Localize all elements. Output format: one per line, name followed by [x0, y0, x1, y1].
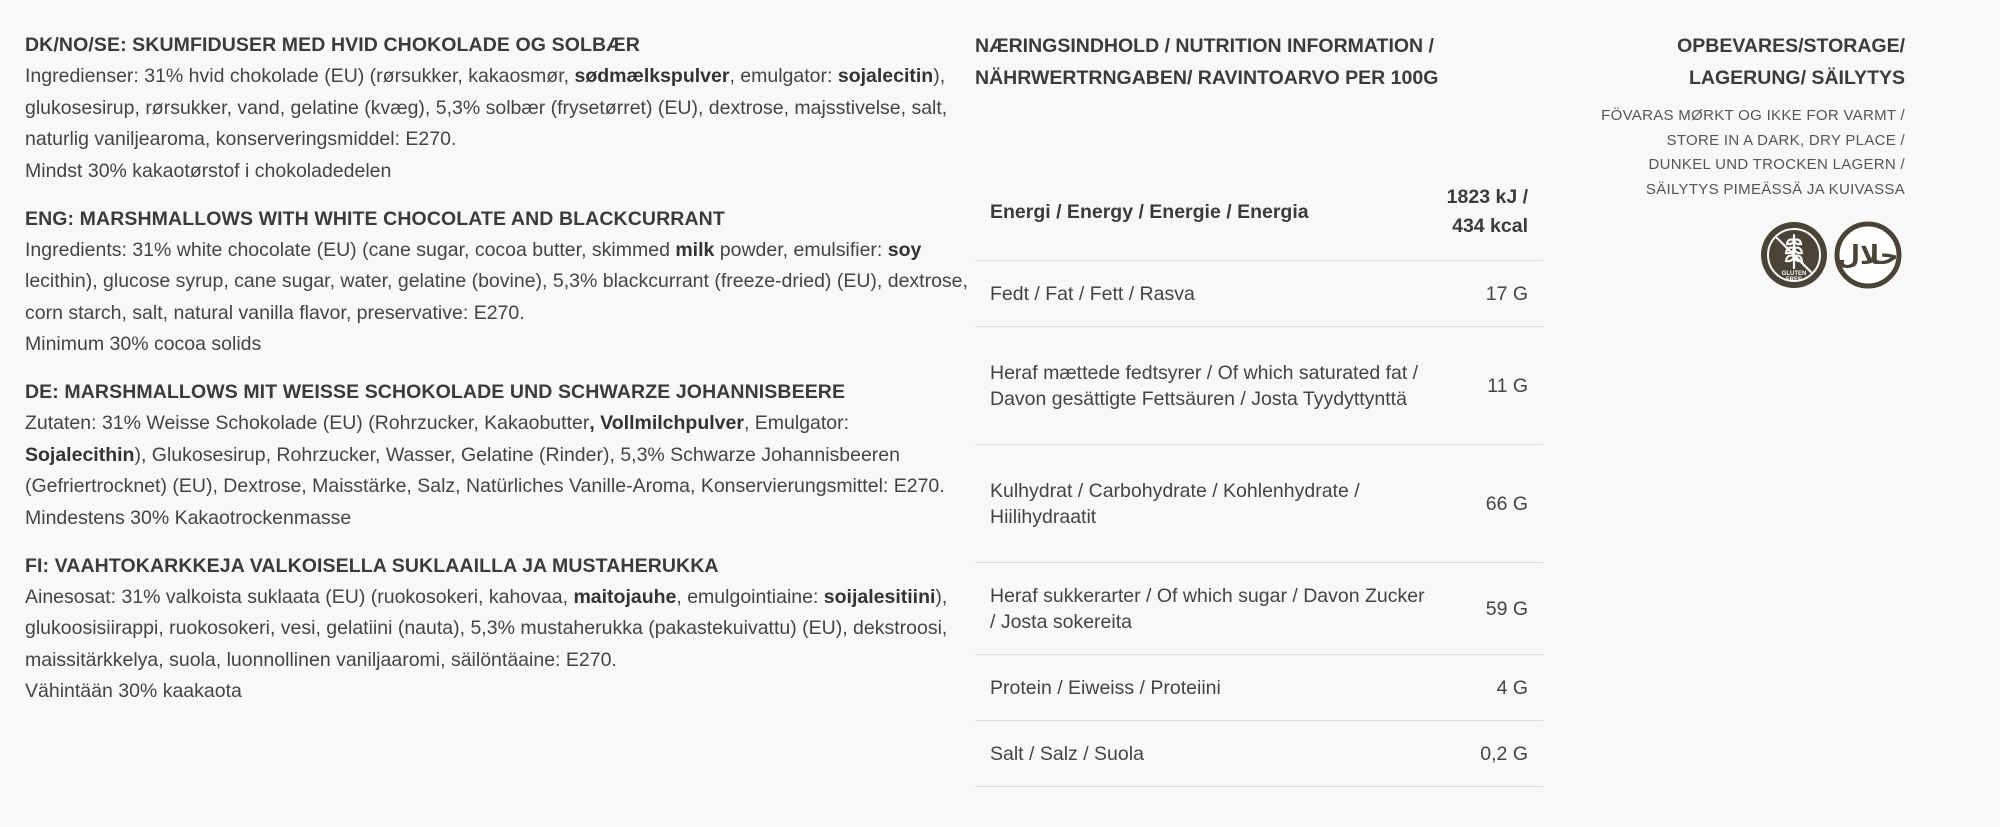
nutrient-value: 11 G	[1487, 374, 1528, 397]
nutrition-column	[975, 30, 1543, 787]
nutrient-value: 4 G	[1496, 676, 1528, 699]
ingredients-text: Ainesosat: 31% valkoista suklaata (EU) (ruokosokeri, kahovaa, maitojauhe, emulgointiaine: soijalesitiini), glukoosisiirappi, ruokosokeri, vesi, gelatiini (nauta), 5,3% mustaherukka (pakastekuivattu) (EU), dekstroosi, maissitärkkelya, suola, luonnollinen vaniljaaromi, säilöntäaine: E270.	[25, 585, 948, 671]
ingredients-text: Ingredients: 31% white chocolate (EU) (cane sugar, cocoa butter, skimmed milk powder, emulsifier: soy lecithin), glucose syrup, cane sugar, water, gelatine (bovine), 5,3% blackcurrant (freeze-dried) (EU), dextrose, corn starch, salt, natural vanilla flavor, preservative: E270.	[25, 238, 968, 324]
halal-icon	[1831, 218, 1905, 292]
allergen: sødmælkspulver	[574, 65, 730, 87]
svg-text:FREE: FREE	[1785, 277, 1803, 283]
svg-text:GLUTEN: GLUTEN	[1781, 271, 1807, 277]
nutrient-label: Protein / Eiweiss / Proteiini	[990, 676, 1221, 699]
section-de	[25, 377, 970, 533]
allergen: soijalesitiini	[823, 585, 936, 608]
table-row	[975, 563, 1543, 655]
cocoa-note: Minimum 30% cocoa solids	[25, 333, 262, 355]
cocoa-note: Mindestens 30% Kakaotrockenmasse	[25, 506, 352, 529]
allergen: milk	[675, 238, 715, 261]
section-eng	[25, 204, 970, 360]
cocoa-note: Mindst 30% kakaotørstof i chokoladedelen	[25, 159, 392, 182]
table-row	[975, 261, 1543, 327]
section-title: FI: VAAHTOKARKKEJA VALKOISELLA SUKLAAILLA JA MUSTAHERUKKA	[25, 554, 719, 577]
allergen: maitojauhe	[573, 585, 677, 608]
nutrient-value: 66 G	[1485, 492, 1528, 515]
storage-title: OPBEVARES/STORAGE/ LAGERUNG/ SÄILYTYS	[1677, 35, 1905, 89]
nutrient-value: 17 G	[1485, 282, 1528, 305]
allergen: Sojalecithin	[25, 443, 135, 466]
table-row	[975, 445, 1543, 563]
section-dk	[25, 30, 970, 186]
svg-text:حلال: حلال	[1837, 241, 1899, 271]
table-row	[975, 327, 1543, 445]
table-row	[975, 655, 1543, 721]
section-title: DK/NO/SE: SKUMFIDUSER MED HVID CHOKOLADE OG SOLBÆR	[25, 34, 640, 56]
section-fi	[25, 551, 970, 707]
gluten-free-icon	[1757, 218, 1831, 292]
ingredients-text: Zutaten: 31% Weisse Schokolade (EU) (Rohrzucker, Kakaobutter, Vollmilchpulver, Emulgator: Sojalecithin), Glukosesirup, Rohrzucker, Wasser, Gelatine (Rinder), 5,3% Schwarze Johannisbeeren (Gefriertrocknet) (EU), Dextrose, Maisstärke, Salz, Natürliches Vanille-Aroma, Konservierungsmittel: E270.	[25, 412, 945, 497]
section-title: ENG: MARSHMALLOWS WITH WHITE CHOCOLATE AND BLACKCURRANT	[25, 207, 725, 230]
nutrient-label: Fedt / Fat / Fett / Rasva	[990, 282, 1195, 305]
allergen: , Vollmilchpulver	[589, 412, 744, 434]
certification-logos	[1757, 218, 1905, 292]
ingredients-text: Ingredienser: 31% hvid chokolade (EU) (rørsukker, kakaosmør, sødmælkspulver, emulgator: sojalecitin), glukosesirup, rørsukker, vand, gelatine (kvæg), 5,3% solbær (frysetørret) (EU), dextrose, majsstivelse, salt, naturlig vaniljearoma, konserveringsmiddel: E270.	[25, 65, 948, 150]
nutrient-value: 59 G	[1485, 597, 1528, 620]
allergen: sojalecitin	[837, 65, 934, 87]
cocoa-note: Vähintään 30% kaakaota	[25, 680, 242, 702]
nutrient-label: Heraf mættede fedtsyrer / Of which saturated fat / Davon gesättigte Fettsäuren / Josta Tyydyttynttä	[990, 361, 1419, 410]
nutrient-value: 1823 kJ / 434 kcal	[1446, 186, 1528, 237]
section-title: DE: MARSHMALLOWS MIT WEISSE SCHOKOLADE UND SCHWARZE JOHANNISBEERE	[25, 381, 846, 403]
nutrient-label: Salt / Salz / Suola	[990, 742, 1144, 765]
nutrient-label: Kulhydrat / Carbohydrate / Kohlenhydrate / Hiilihydraatit	[990, 479, 1360, 528]
nutrition-table	[975, 164, 1543, 787]
storage-text: FÖVARAS MØRKT OG IKKE FOR VARMT / STORE IN A DARK, DRY PLACE / DUNKEL UND TROCKEN LAGERN / SÄILYTYS PIMEÄSSÄ JA KUIVASSA	[1601, 107, 1905, 198]
nutrition-title: NÆRINGSINDHOLD / NUTRITION INFORMATION / NÄHRWERTRNGABEN/ RAVINTOARVO PER 100G	[975, 35, 1439, 89]
nutrient-label: Heraf sukkerarter / Of which sugar / Davon Zucker / Josta sokereita	[990, 584, 1425, 633]
allergen: soy	[887, 238, 922, 261]
nutrient-label: Energi / Energy / Energie / Energia	[990, 201, 1309, 223]
ingredients-column	[25, 30, 970, 724]
table-row	[975, 164, 1543, 261]
table-row	[975, 721, 1543, 787]
nutrient-value: 0,2 G	[1480, 742, 1528, 765]
storage-column	[1560, 30, 1905, 283]
